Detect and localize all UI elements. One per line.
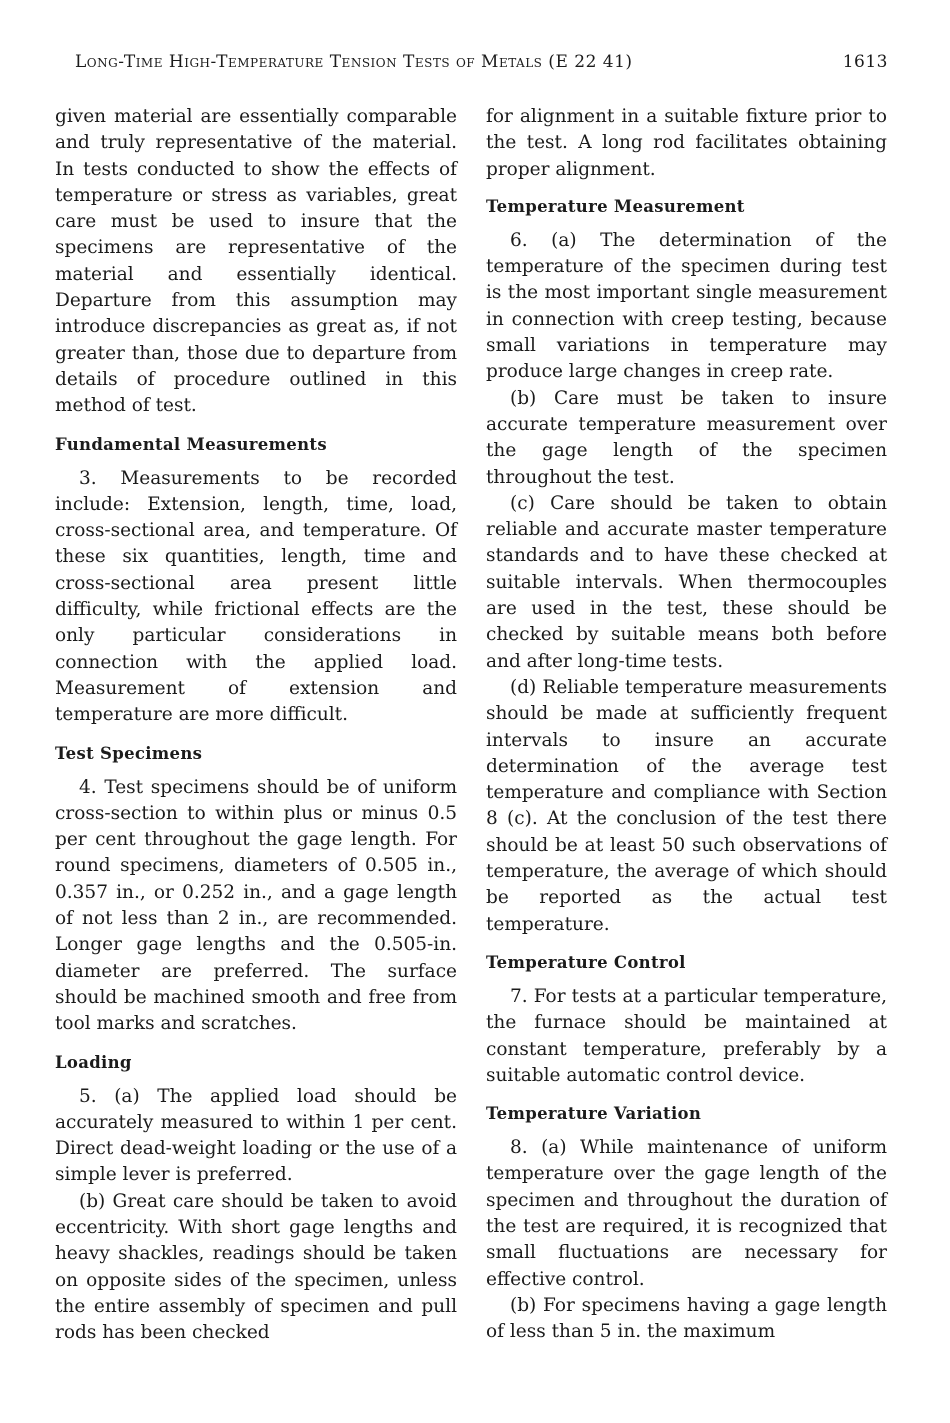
paragraph-intro: given material are essentially comparable and truly representative of the material. In tests conducted to show the effects of temperature or stress as variables, great care must be used to insure that the specimens are representative of the material and essentially identical. Departure from this assumption may introduce discrepancies as great as, if not greater than, those due to departure from details of procedure outlined in this method of test. xyxy=(55,106,457,417)
paragraph-section-5b: (b) Great care should be taken to avoid eccentricity. With short gage lengths and heavy shackles, readings should be taken on opposite sides of the specimen, unless the entire assembly of specimen and pull rods has been checked xyxy=(55,1190,457,1344)
heading-fundamental-measurements: Fundamental Measurements xyxy=(55,434,327,454)
heading-temperature-variation: Temperature Variation xyxy=(486,1104,702,1124)
paragraph-section-6d: (d) Reliable temperature measurements should be made at sufficiently frequent intervals to insure an accurate determination of the average test temperature and compliance with Section 8 (c). At the conclusion of the test there should be at least 50 such observations of temperature, the average of which should be reported as the actual test temperature. xyxy=(486,676,887,935)
paragraph-section-6b: (b) Care must be taken to insure accurate temperature measurement over the gage length of the specimen throughout the test. xyxy=(486,387,887,488)
paragraph-section-6c: (c) Care should be taken to obtain reliable and accurate master temperature standards and to have these checked at suitable intervals. When thermocouples are used in the test, these should be checked by suitable means both before and after long-time tests. xyxy=(486,492,887,672)
paragraph-section-8b: (b) For specimens having a gage length of less than 5 in. the maximum xyxy=(486,1294,887,1343)
header-title: Long-Time High-Temperature Tension Tests of Metals (E 22 41) xyxy=(75,52,633,72)
right-column xyxy=(486,104,887,1345)
paragraph-section-6a: 6. (a) The determination of the temperature of the specimen during test is the most important single measurement in connection with creep testing, because small variations in temperature may produce large changes in creep rate. xyxy=(486,229,887,383)
left-column xyxy=(55,104,457,1346)
heading-test-specimens: Test Specimens xyxy=(55,743,203,763)
page-number: 1613 xyxy=(842,52,888,72)
paragraph-section-3: 3. Measurements to be recorded include: Extension, length, time, load, cross-sectional area, and temperature. Of these six quantities, length, time and cross-sectional area present little difficulty, while frictional effects are the only particular considerations in connection with the applied load. Measurement of extension and temperature are more difficult. xyxy=(55,467,457,726)
paragraph-continuation: for alignment in a suitable fixture prior to the test. A long rod facilitates obtaining proper alignment. xyxy=(486,106,887,180)
paragraph-section-7: 7. For tests at a particular temperature, the furnace should be maintained at constant temperature, preferably by a suitable automatic control device. xyxy=(486,985,887,1086)
paragraph-section-8a: 8. (a) While maintenance of uniform temperature over the gage length of the specimen and throughout the duration of the test are required, it is recognized that small fluctuations are necessary for effective control. xyxy=(486,1137,887,1290)
heading-loading: Loading xyxy=(55,1052,132,1072)
paragraph-section-4: 4. Test specimens should be of uniform cross-section to within plus or minus 0.5 per cent throughout the gage length. For round specimens, diameters of 0.505 in., 0.357 in., or 0.252 in., and a gage length of not less than 2 in., are recommended. Longer gage lengths and the 0.505-in. diameter are preferred. The surface should be machined smooth and free from tool marks and scratches. xyxy=(55,776,457,1035)
heading-temperature-control: Temperature Control xyxy=(486,952,686,972)
paragraph-section-5a: 5. (a) The applied load should be accurately measured to within 1 per cent. Direct dead-weight loading or the use of a simple lever is preferred. xyxy=(55,1085,457,1186)
running-header xyxy=(75,48,888,76)
heading-temperature-measurement: Temperature Measurement xyxy=(486,196,745,216)
